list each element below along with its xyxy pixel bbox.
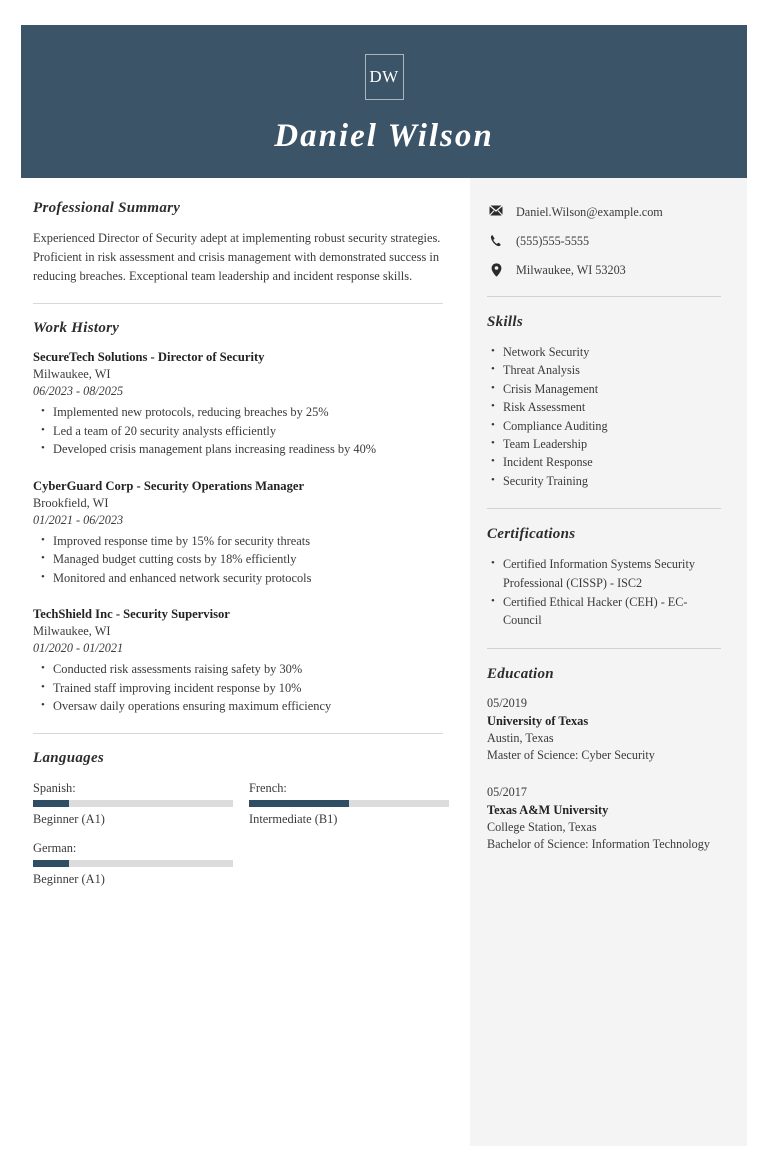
contact-location: Milwaukee, WI 53203 [516, 263, 626, 277]
contact-phone[interactable]: (555)555-5555 [516, 234, 590, 248]
education-heading: Education [487, 665, 554, 682]
location-pin-icon [487, 262, 505, 277]
job-title: CyberGuard Corp - Security Operations Manager [33, 478, 305, 493]
job-bullet: • Developed crisis management plans increasing readiness by 40% [53, 440, 443, 459]
education-location: Austin, Texas [487, 730, 554, 745]
main-column [21, 178, 470, 1146]
skill-item: • Risk Assessment [503, 398, 721, 416]
language-level: Intermediate (B1) [249, 811, 338, 826]
envelope-icon [487, 204, 505, 216]
job-bullet-list [33, 403, 443, 459]
work-history-heading: Work History [33, 320, 120, 336]
education-location: College Station, Texas [487, 819, 597, 834]
certification-item: • Certified Information Systems Security Professional (CISSP) - ISC2 [503, 555, 721, 592]
divider-after-contact [487, 296, 721, 297]
language-item [33, 779, 233, 828]
education-school: Texas A&M University [487, 802, 609, 817]
contact-row-location [487, 262, 721, 278]
section-work-history [33, 320, 443, 716]
language-proficiency-fill [33, 800, 69, 807]
job-bullet-list [33, 660, 443, 716]
certifications-heading: Certifications [487, 526, 576, 543]
language-name: German: [33, 840, 77, 855]
languages-grid [33, 779, 455, 899]
job-bullet: • Monitored and enhanced network security protocols [53, 569, 443, 588]
contact-row-email [487, 204, 721, 220]
contact-row-phone [487, 233, 721, 249]
section-education [487, 666, 721, 853]
education-date: 05/2017 [487, 784, 527, 799]
section-contact [487, 204, 721, 278]
monogram-initials: DW [369, 67, 399, 86]
skill-item: • Incident Response [503, 453, 721, 471]
divider-after-summary [33, 303, 443, 304]
education-entry [487, 695, 721, 764]
language-proficiency-track [33, 800, 233, 807]
skill-item: • Compliance Auditing [503, 417, 721, 435]
section-certifications [487, 526, 721, 630]
job-bullet: • Oversaw daily operations ensuring maximum efficiency [53, 697, 443, 716]
language-name: Spanish: [33, 780, 76, 795]
sidebar-column [470, 178, 747, 1146]
divider-after-skills [487, 508, 721, 509]
job-bullet: • Improved response time by 15% for security threats [53, 532, 443, 551]
skill-item: • Network Security [503, 343, 721, 361]
job-bullet: • Trained staff improving incident response by 10% [53, 679, 443, 698]
job-bullet-list [33, 532, 443, 588]
language-level: Beginner (A1) [33, 811, 105, 826]
education-degree: Bachelor of Science: Information Technology [487, 836, 710, 851]
language-item [249, 779, 449, 828]
phone-icon [487, 233, 505, 247]
work-history-entry [33, 606, 443, 716]
skill-item: • Security Training [503, 472, 721, 490]
job-location: Milwaukee, WI [33, 624, 111, 638]
certification-item: • Certified Ethical Hacker (CEH) - EC-Council [503, 593, 721, 630]
skills-list [487, 343, 721, 490]
language-proficiency-track [33, 860, 233, 867]
resume-header [21, 25, 747, 178]
languages-heading: Languages [33, 749, 105, 766]
divider-after-certifications [487, 648, 721, 649]
education-degree: Master of Science: Cyber Security [487, 747, 655, 762]
education-date: 05/2019 [487, 695, 527, 710]
education-school: University of Texas [487, 713, 589, 728]
certifications-list [487, 555, 721, 630]
job-dates: 01/2021 - 06/2023 [33, 512, 124, 527]
skill-item: • Team Leadership [503, 435, 721, 453]
job-bullet: • Implemented new protocols, reducing breaches by 25% [53, 403, 443, 422]
job-bullet: • Conducted risk assessments raising safety by 30% [53, 660, 443, 679]
job-bullet: • Led a team of 20 security analysts efficiently [53, 422, 443, 441]
job-title: SecureTech Solutions - Director of Security [33, 350, 265, 364]
language-name: French: [249, 780, 287, 795]
work-history-entry [33, 349, 443, 459]
summary-heading: Professional Summary [33, 200, 181, 216]
language-item [33, 839, 233, 888]
language-proficiency-track [249, 800, 449, 807]
skill-item: • Crisis Management [503, 380, 721, 398]
section-professional-summary [33, 200, 443, 286]
job-title: TechShield Inc - Security Supervisor [33, 607, 230, 621]
skill-item: • Threat Analysis [503, 361, 721, 379]
monogram-badge [365, 54, 404, 100]
job-bullet: • Managed budget cutting costs by 18% efficiently [53, 550, 443, 569]
education-entry [487, 784, 721, 853]
resume-body [21, 178, 747, 1146]
language-level: Beginner (A1) [33, 871, 105, 886]
contact-email[interactable]: Daniel.Wilson@example.com [516, 205, 663, 219]
section-languages [33, 750, 443, 899]
language-proficiency-fill [33, 860, 69, 867]
job-location: Brookfield, WI [33, 495, 109, 510]
job-dates: 06/2023 - 08/2025 [33, 384, 124, 398]
section-skills [487, 314, 721, 490]
skills-heading: Skills [487, 314, 523, 330]
job-location: Milwaukee, WI [33, 367, 111, 381]
work-history-entry [33, 478, 443, 588]
job-dates: 01/2020 - 01/2021 [33, 641, 124, 655]
resume-document [21, 25, 747, 1146]
language-proficiency-fill [249, 800, 349, 807]
divider-after-work-history [33, 733, 443, 734]
candidate-name: Daniel Wilson [274, 118, 494, 154]
summary-text: Experienced Director of Security adept at implementing robust security strategies. Proficient in risk assessment and crisis management with demonstrated success in reducing breaches. Exceptional team leadership and incident response skills. [33, 231, 441, 283]
